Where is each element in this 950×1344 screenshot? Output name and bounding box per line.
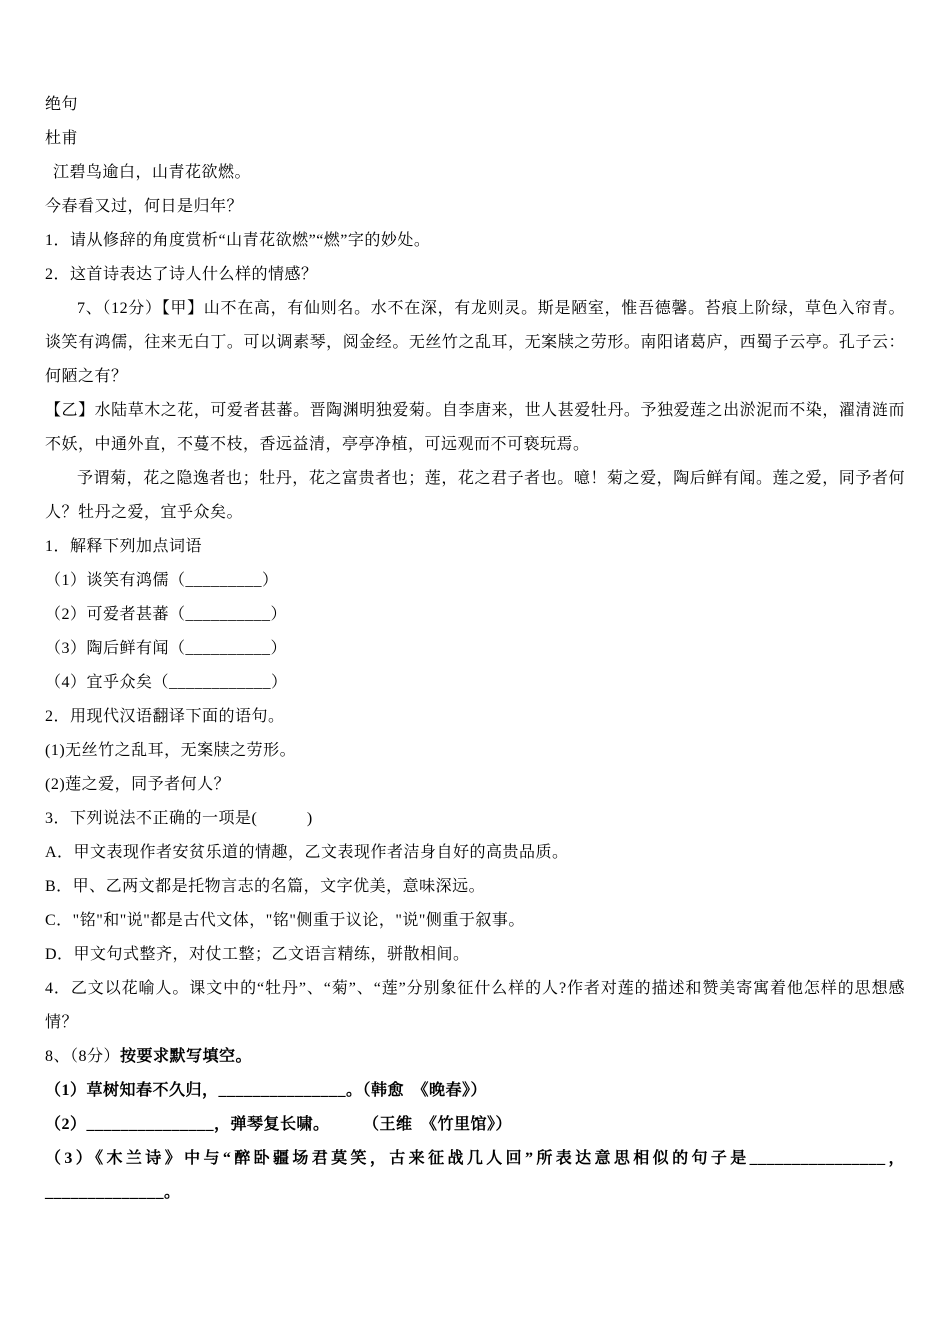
document-line [45,904,905,938]
text-run: （3）陶后鲜有闻（__________） [45,640,288,657]
text-run: 杜甫 [45,130,79,147]
text-run: 2．用现代汉语翻译下面的语句。 [45,708,285,725]
text-run: 【乙】水陆草木之花，可爱者甚蕃。晋陶渊明独爱菊。自李唐来，世人甚爱牡丹。予独爱莲之出淤泥而不染，濯清涟而不妖，中通外直，不蔓不枝，香远益清，亭亭净植，可远观而不可亵玩焉。 [45,402,905,453]
document-line [45,530,905,564]
document-line [45,258,905,292]
document-line [45,598,905,632]
document-line [45,1108,905,1142]
text-run: 4．乙文以花喻人。课文中的“牡丹”、“菊”、“莲”分别象征什么样的人?作者对莲的描述和赞美寄寓着他怎样的思想感情？ [45,980,905,1031]
document-line [45,768,905,802]
text-run: （1）谈笑有鸿儒（_________） [45,572,279,589]
text-run: 按要求默写填空。 [120,1048,253,1065]
document-body [45,88,905,1210]
text-run: （4）宜乎众矣（____________） [45,674,288,691]
text-run: 今春看又过，何日是归年？ [45,198,244,215]
document-line [45,394,905,462]
text-run: 江碧鸟逾白，山青花欲燃。 [53,164,252,181]
document-line [45,666,905,700]
text-run: （1）草树知春不久归，_______________。（韩愈 《晚春》） [45,1082,488,1099]
text-run: A．甲文表现作者安贫乐道的情趣，乙文表现作者洁身自好的高贵品质。 [45,844,569,861]
text-run: 2．这首诗表达了诗人什么样的情感？ [45,266,318,283]
document-line [45,802,905,836]
text-run: (1)无丝竹之乱耳，无案牍之劳形。 [45,742,297,759]
text-run: 1．请从修辞的角度赏析“山青花欲燃”“燃”字的妙处。 [45,232,431,249]
document-line [45,122,905,156]
document-line [45,156,905,190]
document-line [45,224,905,258]
document-line [45,836,905,870]
document-line [45,190,905,224]
text-run: 3．下列说法不正确的一项是( ) [45,810,313,827]
text-run: 7、（12分）【甲】山不在高，有仙则名。水不在深，有龙则灵。斯是陋室，惟吾德馨。苔痕上阶绿，草色入帘青。谈笑有鸿儒，往来无白丁。可以调素琴，阅金经。无丝竹之乱耳，无案牍之劳形。南阳诸葛庐，西蜀子云亭。孔子云：何陋之有？ [45,300,905,385]
document-line [45,292,905,394]
document-line [45,870,905,904]
text-run: （2）_______________，弹琴复长啸。 （王维 《竹里馆》） [45,1116,513,1133]
text-run: 1．解释下列加点词语 [45,538,203,555]
text-run: C．"铭"和"说"都是古代文体，"铭"侧重于议论，"说"侧重于叙事。 [45,912,525,929]
text-run: （2）可爱者甚蕃（__________） [45,606,288,623]
document-line [45,1074,905,1108]
document-line [45,462,905,530]
document-line [45,632,905,666]
text-run: 予谓菊，花之隐逸者也；牡丹，花之富贵者也；莲，花之君子者也。噫！菊之爱，陶后鲜有闻。莲之爱，同予者何人？牡丹之爱，宜乎众矣。 [45,470,905,521]
text-run: D．甲文句式整齐，对仗工整；乙文语言精练，骈散相间。 [45,946,470,963]
document-line [45,1142,905,1210]
document-line [45,972,905,1040]
text-run: (2)莲之爱，同予者何人？ [45,776,231,793]
text-run: （3）《木兰诗》中与“醉卧疆场君莫笑，古来征战几人回”所表达意思相似的句子是________________，______________。 [45,1150,905,1201]
document-line [45,1040,905,1074]
document-line [45,734,905,768]
text-run: B．甲、乙两文都是托物言志的名篇，文字优美，意味深远。 [45,878,486,895]
document-line [45,88,905,122]
text-run: 绝句 [45,96,79,113]
text-run: 8、（8分） [45,1048,121,1065]
document-line [45,564,905,598]
document-line [45,938,905,972]
document-line [45,700,905,734]
